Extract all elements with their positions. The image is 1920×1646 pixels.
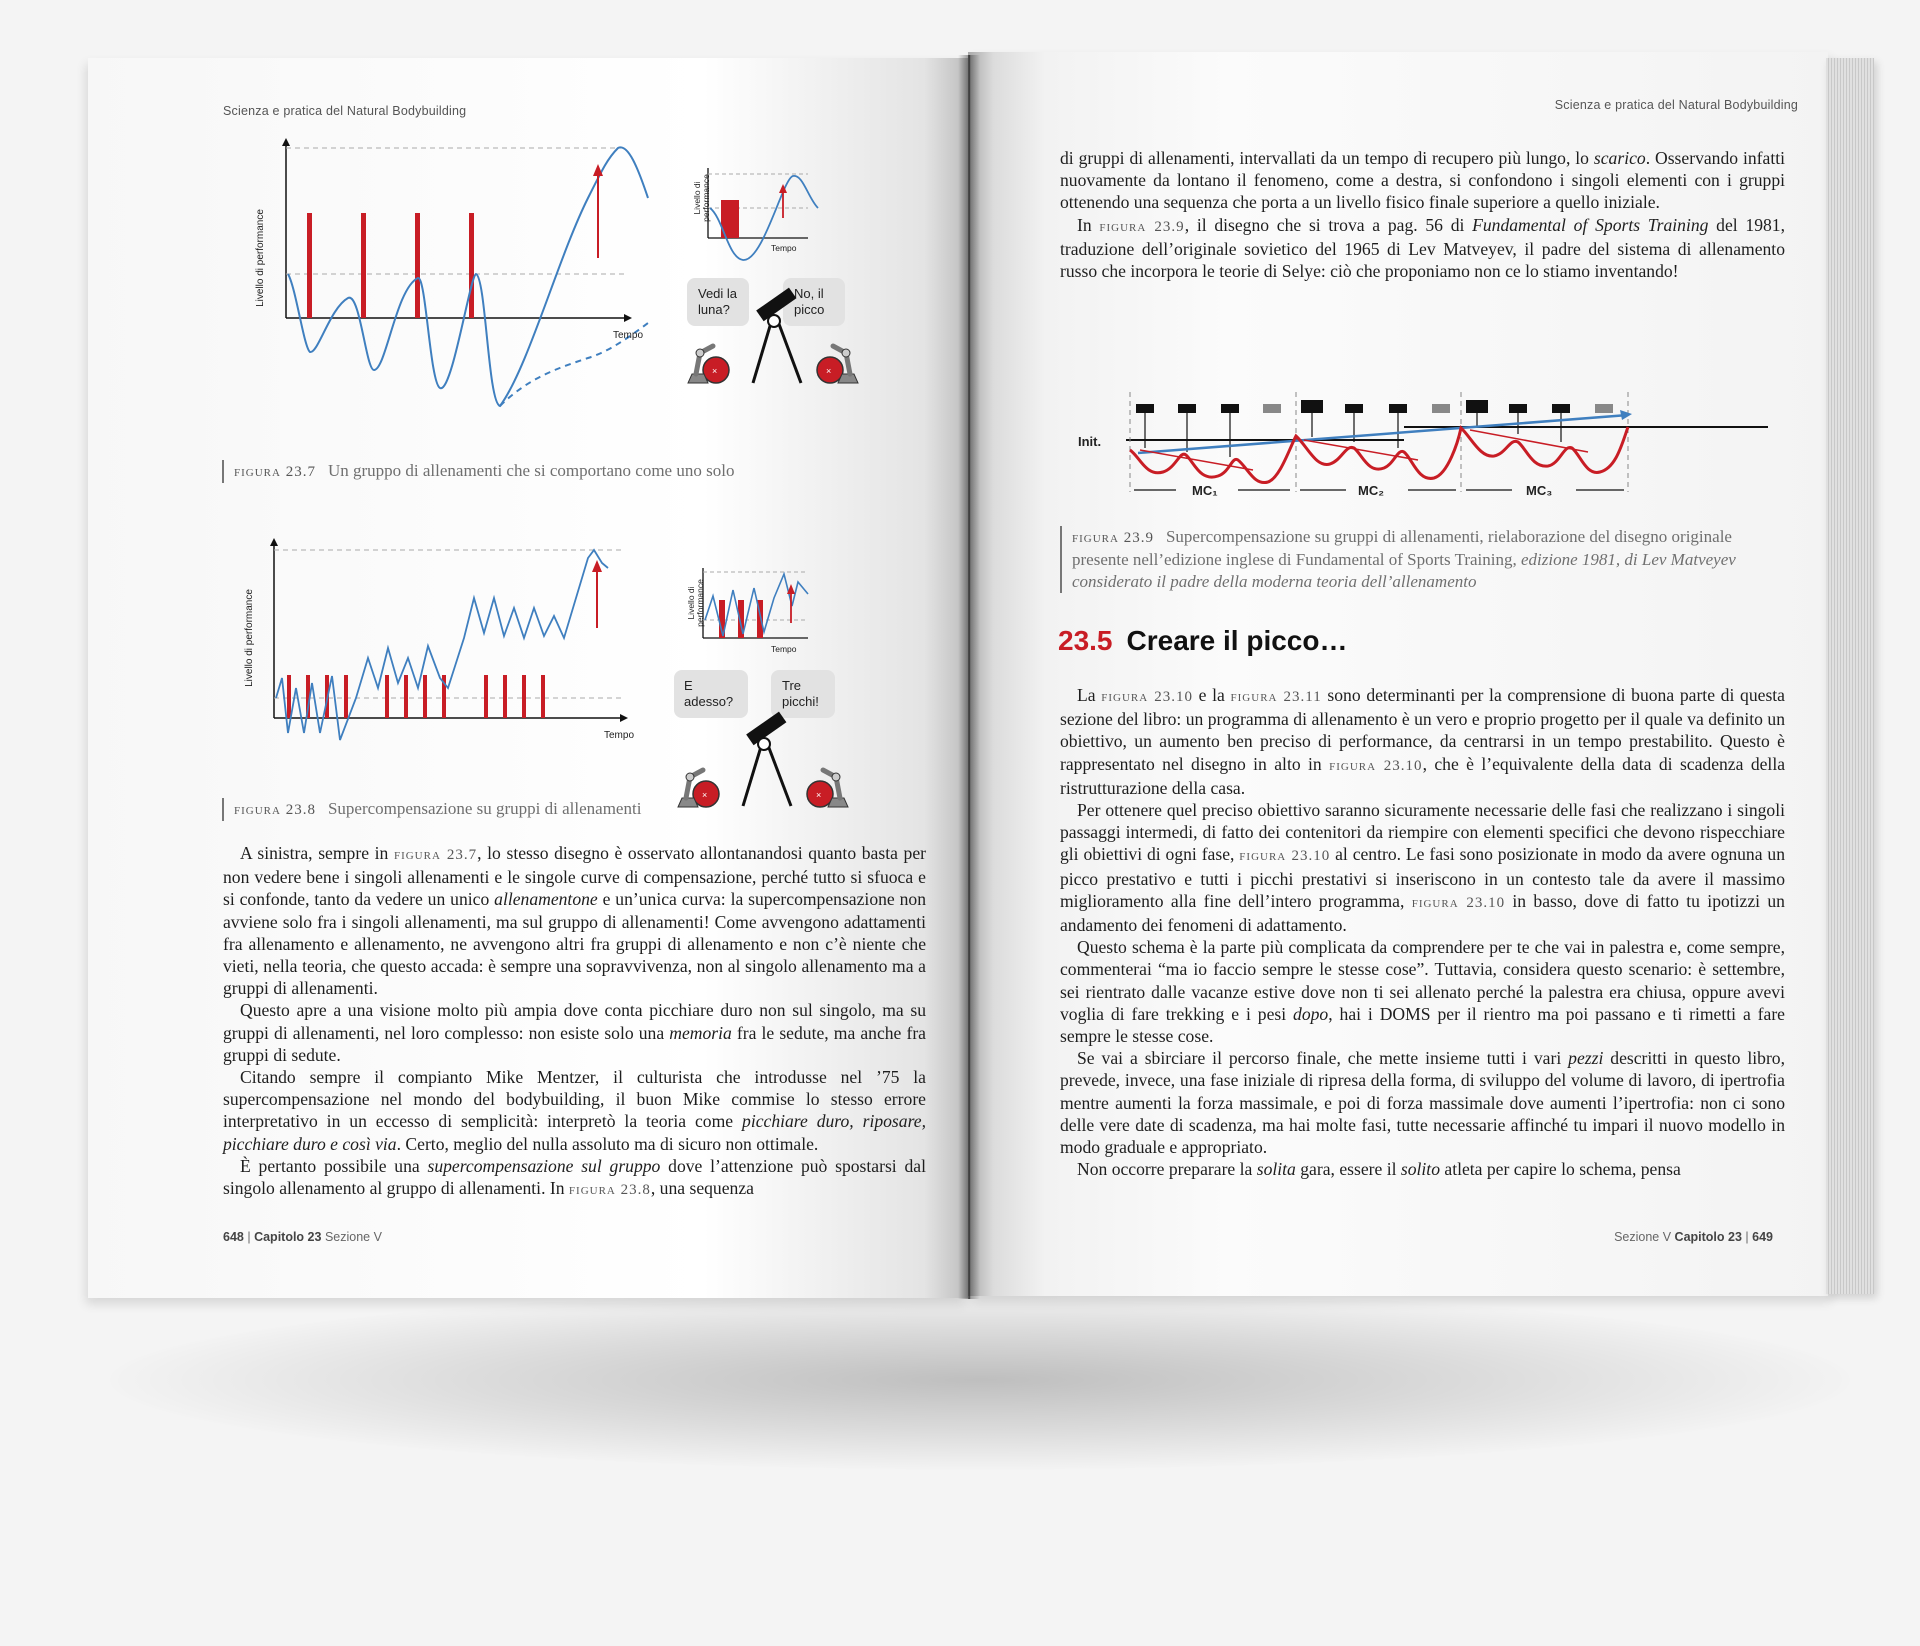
figure-23-8-caption — [222, 798, 934, 821]
caption-label: figura 23.7 — [234, 464, 316, 480]
fig-23-8-bubble-left-2: adesso? — [684, 694, 734, 709]
fig-23-8-bubble-right-1: Tre — [782, 678, 802, 693]
fig-23-9-mc1: MC₁ — [1192, 483, 1218, 498]
left-body-text — [223, 842, 926, 1201]
paragraph: Per ottenere quel preciso obiettivo saranno sicuramente necessarie delle fasi che realizzano i singoli passaggi intermedi, di fatto dei contenitori da riempire con elementi specifici che devono rispecchiare gli obiettivi di ogni fase, figura 23.10 al centro. Le fasi sono posizionate in modo da avere ognuna un picco prestativo e tutti i picchi prestativi si inseriscono in un contesto tale da avere il massimo miglioramento alla fine dell’intero programma, figura 23.10 in basso, dove di fatto tu ipotizzi un andamento dei fenomeni di adattamento. — [1060, 800, 1785, 936]
paragraph: In figura 23.9, il disegno che si trova a pag. 56 di Fundamental of Sports Training del 1981, traduzione dell’originale sovietico del 1965 di Lev Matveyev, il padre del sistema di allenamento russo che incorpora le teorie di Selye: ciò che proponiamo non ce lo stiamo inventando! — [1060, 214, 1785, 282]
figure-reference: figura 23.10 — [1329, 757, 1423, 774]
paragraph: Citando sempre il compianto Mike Mentzer, il culturista che introdusse nel ’75 la supercompensazione nel mondo del bodybuilding, il buon Mike commise lo stesso errore interpretativo in un eccesso di semplicità: interpretò la teoria come picchiare duro, riposare, picchiare duro e così via. Certo, meglio del nulla assoluto ma di sicuro non ottimale. — [223, 1067, 926, 1154]
emphasis: solito — [1400, 1159, 1440, 1180]
svg-text:×: × — [702, 790, 708, 800]
footer-left — [223, 1230, 382, 1244]
page-number: 649 — [1752, 1230, 1773, 1244]
paragraph: Se vai a sbirciare il percorso finale, che mette insieme tutti i vari pezzi descritti in questo libro, prevede, invece, una fase iniziale di ripresa della forma, di sviluppo del volume di lavoro, di ipertrofia mentre aumenti la forza massimale, e poi di forza massimale dove aumenti l’ipertrofia: non ci sono delle vere date di scadenza, ma hai molte fasi, tutte necessarie affinché tu impari il nuovo modello in modo graduale e appropriato. — [1060, 1048, 1786, 1158]
fig-23-7-inset-ylabel-1: Livello di — [692, 181, 702, 215]
figure-23-9-caption — [1060, 526, 1776, 593]
paragraph: A sinistra, sempre in figura 23.7, lo stesso disegno è osservato allontanandosi quanto basta per non vedere bene i singoli allenamenti e le singole curve di compensazione, perché tutto si sfuoca e si confonde, tanto da vedere un unico allenamentone e un’unica curva: la supercompensazione non avviene solo fra i singoli allenamenti, ma sul gruppo di allenamenti! Come avvengono adattamenti fra allenamento e allenamento, ne avvengono altri fra gruppi di allenamento e non c’è niente che vieti, nella teoria, che questo accada: è sempre una sopravvivenza, non al singolo allenamento ma a gruppi di allenamenti. — [223, 843, 926, 999]
fig-23-7-bubble-left-2: luna? — [698, 302, 730, 317]
section-title: Creare il picco… — [1126, 625, 1348, 656]
paragraph: La figura 23.10 e la figura 23.11 sono determinanti per la comprensione di buona parte di questa sezione del libro: un programma di allenamento è un vero e proprio progetto per il quale va definito un obiettivo, un aumento ben preciso di performance, da centrarsi in un tempo prestabilito. Questo è rappresentato nel disegno in alto in figura 23.10, che è l’equivalente della data di scadenza della ristrutturazione della casa. — [1060, 685, 1786, 798]
emphasis: supercompensazione sul gruppo — [427, 1155, 661, 1176]
emphasis: scarico — [1593, 148, 1646, 168]
fig-23-9-mc2: MC₂ — [1358, 483, 1384, 498]
svg-text:×: × — [816, 790, 822, 800]
svg-text:×: × — [712, 366, 718, 376]
caption-italic: edizione 1981, di Lev Matveyev considerato il padre della moderna teoria dell’allenamento — [1072, 550, 1736, 591]
right-page — [968, 52, 1828, 1296]
figure-23-9 — [1068, 332, 1768, 502]
paragraph: di gruppi di allenamenti, intervallati da un tempo di recupero più lungo, lo scarico. Osservando infatti nuovamente da lontano il fenomeno, come a destra, si confondono i singoli elementi con i gruppi ottenendo una sequenza che porta a un livello fisico finale superiore a quello iniziale. — [1060, 148, 1785, 213]
section-heading — [1058, 625, 1347, 657]
fig-23-8-ylabel: Livello di performance — [244, 589, 255, 687]
section-number: 23.5 — [1058, 625, 1113, 656]
fig-23-8-bubble-left-1: E — [684, 678, 693, 693]
right-body-top-text — [1060, 147, 1785, 282]
figure-reference: figura 23.10 — [1411, 894, 1506, 911]
fig-23-7-ylabel: Livello di performance — [255, 209, 266, 307]
footer-section: Sezione V — [1614, 1230, 1672, 1244]
figure-23-8 — [208, 528, 948, 828]
fig-23-8-xlabel: Tempo — [604, 730, 635, 741]
page-number: 648 — [223, 1230, 244, 1244]
left-page — [88, 58, 968, 1298]
fig-23-8-inset-xlabel: Tempo — [771, 644, 797, 654]
svg-text:×: × — [826, 366, 832, 376]
emphasis: Fundamental of Sports Training — [1472, 214, 1709, 235]
fig-23-7-xlabel: Tempo — [613, 330, 644, 341]
footer-sep: | — [1745, 1230, 1749, 1244]
fig-23-8-bubble-right-2: picchi! — [782, 694, 819, 709]
figure-reference: figura 23.10 — [1239, 848, 1331, 865]
fig-23-7-inset-ylabel-2: performance — [701, 174, 711, 222]
footer-chapter: Capitolo 23 — [254, 1230, 322, 1244]
figure-reference: figura 23.9 — [1099, 218, 1185, 235]
caption-text: Supercompensazione su gruppi di allenamenti — [327, 799, 642, 818]
fig-23-7-inset-xlabel: Tempo — [771, 243, 797, 253]
right-body-bottom-text — [1060, 684, 1785, 1180]
figure-reference: figura 23.10 — [1101, 689, 1193, 705]
emphasis: dopo — [1293, 1003, 1329, 1024]
figure-23-8-graphic — [208, 528, 948, 828]
emphasis: memoria — [669, 1022, 732, 1043]
footer-sep: | — [247, 1230, 251, 1244]
caption-label: figura 23.9 — [1072, 530, 1154, 546]
paragraph: Questo schema è la parte più complicata da comprendere per te che vai in palestra e, come sempre, commenterai “ma io faccio sempre le stesse cose”. Tuttavia, considera questo scenario: è settembre, sei rientrato dalle vacanze estive dove non ti sei allenato perché la palestra era chiusa, oppure avevi voglia di fare trekking e i pesi dopo, hai i DOMS per il rientro ma poi passano e ti rimetti a fare sempre le stesse cose. — [1060, 937, 1785, 1047]
caption-text: Supercompensazione su gruppi di allenamenti, rielaborazione del disegno originale presente nell’edizione inglese di Fundamental of Sports Training, — [1072, 527, 1732, 569]
paragraph: Questo apre a una visione molto più ampia dove conta picchiare duro non sul singolo, ma su gruppi di allenamenti, nel loro complesso: non esiste solo una memoria fra le sedute, ma anche fra gruppi di sedute. — [223, 1000, 926, 1065]
emphasis: picchiare duro, riposare, picchiare duro e così via — [223, 1111, 926, 1154]
caption-label: figura 23.8 — [234, 802, 316, 818]
figure-23-7-caption — [222, 460, 934, 483]
paragraph: È pertanto possibile una supercompensazione sul gruppo dove l’attenzione può spostarsi dal singolo allenamento al gruppo di allenamenti. In figura 23.8, una sequenza — [223, 1155, 926, 1199]
figure-reference: figura 23.8 — [568, 1182, 651, 1199]
fig-23-7-bubble-right-1: No, il — [794, 286, 824, 301]
emphasis: pezzi — [1568, 1048, 1604, 1069]
running-title-left: Scienza e pratica del Natural Bodybuilding — [223, 104, 467, 118]
telescope-icon — [743, 712, 791, 806]
running-title-right: Scienza e pratica del Natural Bodybuilding — [1554, 98, 1798, 112]
figure-23-7 — [208, 138, 948, 438]
figure-23-9-graphic — [1068, 332, 1768, 502]
fig-23-8-inset-ylabel-2: performance — [695, 579, 705, 627]
caption-text: Un gruppo di allenamenti che si comportano come uno solo — [327, 461, 735, 480]
footer-chapter: Capitolo 23 — [1674, 1230, 1742, 1244]
paragraph: Non occorre preparare la solita gara, essere il solito atleta per capire lo schema, pensa — [1077, 1159, 1681, 1180]
fig-23-9-init-label: Init. — [1078, 434, 1102, 449]
figure-reference: figura 23.11 — [1230, 689, 1322, 705]
page-edges — [1826, 58, 1874, 1294]
fig-23-9-mc3: MC₃ — [1526, 483, 1553, 498]
footer-right — [1614, 1230, 1773, 1244]
robot-right-icon — [817, 346, 858, 383]
figure-23-7-graphic — [208, 138, 948, 438]
fig-23-7-bubble-right-2: picco — [794, 302, 825, 317]
book-shadow — [110, 1290, 1850, 1470]
emphasis: allenamentone — [494, 889, 598, 910]
fig-23-7-bubble-left-1: Vedi la — [698, 286, 738, 301]
footer-section: Sezione V — [324, 1230, 382, 1244]
book-gutter — [958, 55, 980, 1299]
robot-left-icon — [688, 346, 729, 383]
fig-23-8-inset-ylabel-1: Livello di — [686, 586, 696, 620]
emphasis: solita — [1256, 1159, 1296, 1180]
figure-reference: figura 23.7 — [393, 847, 478, 863]
